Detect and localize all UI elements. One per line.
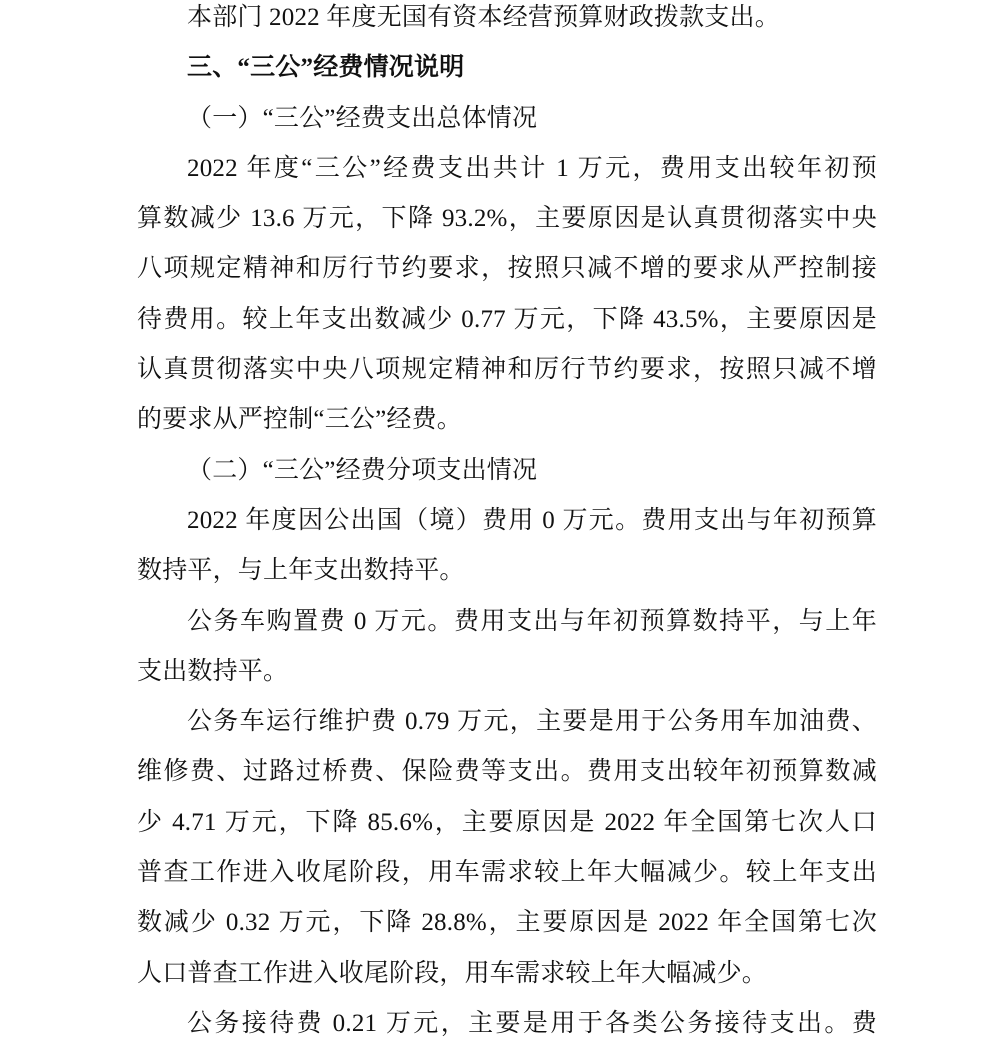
text-line: 公务车运行维护费 0.79 万元，主要是用于公务用车加油费、 <box>187 708 877 736</box>
document-page <box>137 3 877 1039</box>
body-paragraph-vehicle-maintenance <box>137 707 877 988</box>
text-line: 数持平，与上年支出数持平。 <box>137 557 465 585</box>
text-line: 待费用。较上年支出数减少 0.77 万元，下降 43.5%，主要原因是 <box>137 305 877 333</box>
text-line: 人口普查工作进入收尾阶段，用车需求较上年大幅减少。 <box>137 959 768 987</box>
text-line: 2022 年度“三公”经费支出共计 1 万元，费用支出较年初预 <box>187 154 877 182</box>
text-line: 算数减少 13.6 万元，下降 93.2%，主要原因是认真贯彻落实中央 <box>137 205 877 233</box>
text-line: 公务接待费 0.21 万元，主要是用于各类公务接待支出。费 <box>187 1009 877 1037</box>
text-line: 2022 年度因公出国（境）费用 0 万元。费用支出与年初预算 <box>187 506 877 534</box>
section-heading-text: 三、“三公”经费情况说明 <box>187 54 465 82</box>
text-line: 维修费、过路过桥费、保险费等支出。费用支出较年初预算数减 <box>137 758 877 786</box>
text-line: 公务车购置费 0 万元。费用支出与年初预算数持平，与上年 <box>187 607 877 635</box>
text-line: 本部门 2022 年度无国有资本经营预算财政拨款支出。 <box>187 4 780 31</box>
subsection-heading-2 <box>137 456 877 486</box>
intro-paragraph <box>137 3 877 33</box>
text-line: 八项规定精神和厉行节约要求，按照只减不增的要求从严控制接 <box>137 255 877 283</box>
body-paragraph-overall <box>137 154 877 435</box>
subsection-heading-text: （二）“三公”经费分项支出情况 <box>187 456 538 484</box>
subsection-heading-1 <box>137 104 877 134</box>
text-line: 普查工作进入收尾阶段，用车需求较上年大幅减少。较上年支出 <box>137 859 877 887</box>
body-paragraph-reception <box>137 1009 877 1039</box>
text-line: 少 4.71 万元，下降 85.6%，主要原因是 2022 年全国第七次人口 <box>137 808 877 836</box>
text-line: 的要求从严控制“三公”经费。 <box>137 406 462 434</box>
body-paragraph-vehicle-purchase <box>137 607 877 687</box>
text-line: 数减少 0.32 万元，下降 28.8%，主要原因是 2022 年全国第七次 <box>137 909 877 937</box>
section-heading <box>137 53 877 83</box>
text-line: 认真贯彻落实中央八项规定精神和厉行节约要求，按照只减不增 <box>137 356 877 384</box>
body-paragraph-overseas <box>137 506 877 586</box>
text-line: 支出数持平。 <box>137 657 289 685</box>
subsection-heading-text: （一）“三公”经费支出总体情况 <box>187 104 538 132</box>
